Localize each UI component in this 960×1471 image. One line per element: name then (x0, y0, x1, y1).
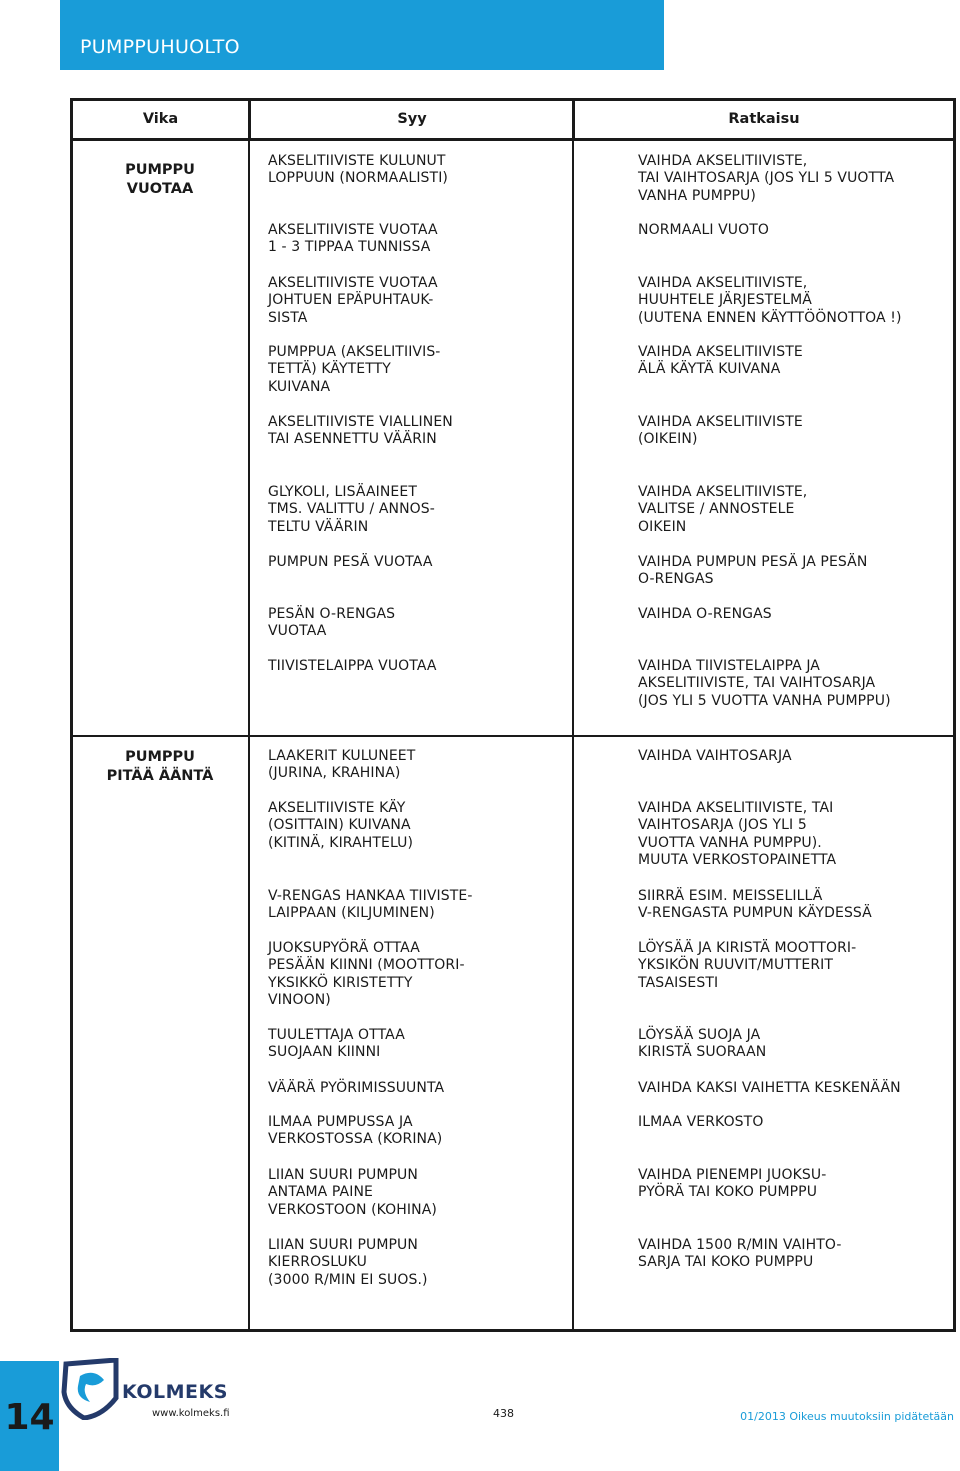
document-number: 438 (493, 1407, 514, 1420)
remedy-cell: VAIHDA AKSELITIIVISTE ÄLÄ KÄYTÄ KUIVANA (638, 344, 803, 378)
cause-cell: VÄÄRÄ PYÖRIMISSUUNTA (268, 1080, 445, 1096)
cause-cell: AKSELITIIVISTE KÄY (OSITTAIN) KUIVANA (KITINÄ, KIRAHTELU) (268, 800, 414, 851)
remedy-cell: VAIHDA TIIVISTELAIPPA JA AKSELITIIVISTE, TAI VAIHTOSARJA (JOS YLI 5 VUOTTA VANHA PUMPPU) (638, 658, 891, 709)
cause-cell: AKSELITIIVISTE VIALLINEN TAI ASENNETTU VÄÄRIN (268, 414, 453, 448)
table-header-row (73, 101, 953, 141)
remedy-cell: VAIHDA PIENEMPI JUOKSU- PYÖRÄ TAI KOKO PUMPPU (638, 1167, 827, 1201)
column-header-vika: Vika (142, 111, 179, 127)
remedy-cell: VAIHDA 1500 R/MIN VAIHTO- SARJA TAI KOKO PUMPPU (638, 1237, 842, 1271)
remedy-cell: NORMAALI VUOTO (638, 222, 770, 238)
page-number: 14 (4, 1397, 55, 1438)
remedy-cell: VAIHDA VAIHTOSARJA (638, 748, 792, 764)
cause-cell: PUMPPUA (AKSELITIIVIS- TETTÄ) KÄYTETTY KUIVANA (268, 344, 441, 395)
cause-cell: TIIVISTELAIPPA VUOTAA (268, 658, 437, 674)
cause-cell: LIIAN SUURI PUMPUN ANTAMA PAINE VERKOSTOON (KOHINA) (268, 1167, 437, 1218)
cause-cell: AKSELITIIVISTE KULUNUT LOPPUUN (NORMAALISTI) (268, 153, 448, 187)
remedy-cell: VAIHDA AKSELITIIVISTE, TAI VAIHTOSARJA (JOS YLI 5 VUOTTA VANHA PUMPPU) (638, 153, 895, 204)
cause-cell: PUMPUN PESÄ VUOTAA (268, 554, 433, 570)
fault-pumppu-vuotaa (75, 161, 245, 199)
brand-url: www.kolmeks.fi (152, 1408, 230, 1419)
cause-cell: AKSELITIIVISTE VUOTAA 1 - 3 TIPPAA TUNNISSA (268, 222, 438, 256)
remedy-cell: VAIHDA AKSELITIIVISTE (OIKEIN) (638, 414, 803, 448)
remedy-cell: VAIHDA KAKSI VAIHETTA KESKENÄÄN (638, 1080, 901, 1096)
cause-cell: TUULETTAJA OTTAA SUOJAAN KIINNI (268, 1027, 405, 1061)
fault-label: PUMPPU PITÄÄ ÄÄNTÄ (106, 749, 214, 784)
group-divider (73, 735, 953, 737)
fault-label: PUMPPU VUOTAA (125, 162, 195, 197)
cause-cell: JUOKSUPYÖRÄ OTTAA PESÄÄN KIINNI (MOOTTORI- YKSIKKÖ KIRISTETTY VINOON) (268, 940, 465, 1009)
cause-cell: V-RENGAS HANKAA TIIVISTE- LAIPPAAN (KILJUMINEN) (268, 888, 473, 922)
header-bar (60, 0, 664, 70)
cause-cell: LIIAN SUURI PUMPUN KIERROSLUKU (3000 R/MIN EI SUOS.) (268, 1237, 428, 1288)
column-header-ratkaisu: Ratkaisu (728, 111, 800, 127)
cause-cell: GLYKOLI, LISÄAINEET TMS. VALITTU / ANNOS- TELTU VÄÄRIN (268, 484, 435, 535)
page-number-box (0, 1361, 59, 1471)
remedy-cell: SIIRRÄ ESIM. MEISSELILLÄ V-RENGASTA PUMPUN KÄYDESSÄ (638, 888, 872, 922)
remedy-cell: VAIHDA AKSELITIIVISTE, TAI VAIHTOSARJA (JOS YLI 5 VUOTTA VANHA PUMPPU). MUUTA VERKOSTOPAINETTA (638, 800, 837, 869)
brand-wordmark: KOLMEKS (122, 1381, 228, 1403)
remedy-cell: ILMAA VERKOSTO (638, 1114, 764, 1130)
column-header-syy: Syy (397, 111, 427, 127)
cause-cell: PESÄN O-RENGAS VUOTAA (268, 606, 396, 640)
footer-note: 01/2013 Oikeus muutoksiin pidätetään (740, 1410, 954, 1423)
troubleshooting-table (70, 98, 956, 1332)
remedy-cell: VAIHDA AKSELITIIVISTE, HUUHTELE JÄRJESTELMÄ (UUTENA ENNEN KÄYTTÖÖNOTTOA !) (638, 275, 902, 326)
page-title: PUMPPUHUOLTO (80, 36, 240, 58)
remedy-cell: LÖYSÄÄ SUOJA JA KIRISTÄ SUORAAN (638, 1027, 767, 1061)
remedy-cell: LÖYSÄÄ JA KIRISTÄ MOOTTORI- YKSIKÖN RUUVIT/MUTTERIT TASAISESTI (638, 940, 857, 991)
cause-cell: ILMAA PUMPUSSA JA VERKOSTOSSA (KORINA) (268, 1114, 443, 1148)
cause-cell: AKSELITIIVISTE VUOTAA JOHTUEN EPÄPUHTAUK- SISTA (268, 275, 438, 326)
remedy-cell: VAIHDA PUMPUN PESÄ JA PESÄN O-RENGAS (638, 554, 868, 588)
remedy-cell: VAIHDA AKSELITIIVISTE, VALITSE / ANNOSTELE OIKEIN (638, 484, 808, 535)
cause-cell: LAAKERIT KULUNEET (JURINA, KRAHINA) (268, 748, 416, 782)
remedy-cell: VAIHDA O-RENGAS (638, 606, 772, 622)
fault-pumppu-pitaa-aanta (75, 748, 245, 786)
